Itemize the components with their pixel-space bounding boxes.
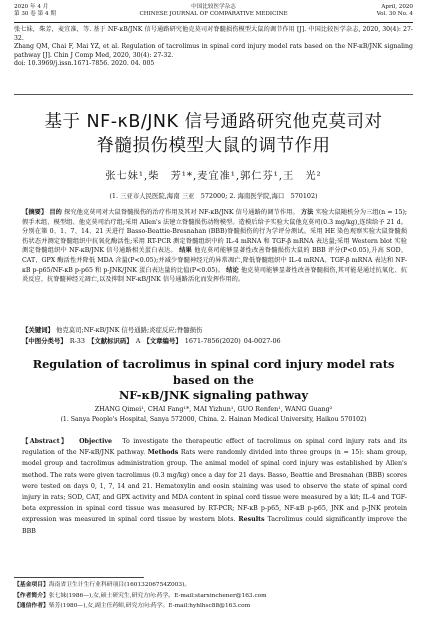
- citation-divider: [14, 94, 413, 95]
- methods-label-en: Methods: [147, 449, 179, 457]
- running-header: [14, 4, 413, 24]
- affiliation-cn: (1. 三亚市人民医院,海南 三亚 572000; 2. 海南医学院,海口 570102): [109, 192, 318, 200]
- article-title-en: [14, 357, 413, 404]
- author-bio-text: 张七妹(1986—),女,硕士研究生,研究方向:药学。E-mail:starxinchener@163.com: [48, 592, 267, 599]
- classification-cn: [22, 337, 407, 346]
- header-divider: [14, 22, 413, 23]
- objective-text-en: To investigate the therapeutic effect of tacrolimus on spinal cord injury rats and its regulation of the NF-κB/JNK pathway.: [22, 438, 407, 457]
- clc-value: R-33: [69, 337, 85, 345]
- fund-footnote: [14, 580, 413, 591]
- results-label-cn: 结果: [179, 247, 192, 255]
- header-journal-cn: 中国比较医学杂志: [191, 4, 236, 10]
- author-footnote: [14, 591, 413, 602]
- keywords-cn-label: 【关键词】: [22, 326, 54, 334]
- keywords-cn: [22, 326, 407, 335]
- article-no-value: 1671-7856(2020) 04-0027-06: [184, 337, 281, 345]
- clc-label: 【中图分类号】: [22, 337, 67, 345]
- citation-doi: doi: 10.3969/j.issn.1671-7856. 2020. 04. 005: [14, 60, 155, 68]
- footnote-divider: [14, 577, 144, 578]
- doc-code-label: 【文献标识码】: [87, 337, 133, 345]
- header-date-cn: 2020 年 4 月: [14, 4, 49, 10]
- citation-cn: 张七妹，柴芳，麦宜准，等. 基于 NF-κB/JNK 信号通路研究他克莫司对脊髓损伤模型大鼠的调节作用 [J]. 中国比较医学杂志, 2020, 30(4): 27-32.: [14, 26, 413, 42]
- abstract-en: [22, 436, 407, 537]
- title-cn-line1: 基于 NF-κB/JNK 信号通路研究他克莫司对: [44, 112, 383, 132]
- author-bio-label: 【作者简介】: [14, 592, 49, 599]
- article-title-cn: [14, 110, 413, 158]
- title-cn-line2: 脊髓损伤模型大鼠的调节作用: [96, 136, 331, 156]
- keywords-cn-text: 他克莫司;NF-κB/JNK 信号通路;炎症反应;脊髓损伤: [56, 326, 203, 334]
- affiliation-en: (1. Sanya People's Hospital, Sanya 572000, China. 2. Hainan Medical University, Haikou 570102): [60, 416, 367, 423]
- objective-text-cn: 探究他克莫司对大鼠脊髓损伤的治疗作用及其对 NF-κB/JNK 信号通路的调节作用。: [64, 209, 299, 216]
- citation-block: [14, 26, 413, 69]
- authors-cn: 张七妹¹,柴 芳¹*,麦宜准¹,郭仁芬¹,王 光²: [105, 171, 322, 182]
- methods-text-cn: 实验大鼠随机分为三组(n = 15);假手术组、模型组、他克莫司治疗组;采用 Allen's 法建立脊髓损伤动物模型。造模后给予实验大鼠他克莫司(0.3 mg/kg),连续给予 21 d。分别在第 0、1、7、14、21 天进行 Basso-Beattie-Bresnahan (BBB)脊髓损伤的行为学评分测试。采用 HE 染色观察实验大鼠脊髓损伤状态并测定脊髓组织中抗氧化酶活性;采用 RT-PCR 测定脊髓组织中的 IL-4 mRNA 和 TGF-β mRNA 表达量;采用 Western blot 实验测定脊髓组织中 NF-κB/JNK 信号通路相关蛋白表达。: [22, 209, 408, 255]
- corresponding-text: 柴芳(1980—),女,副主任药师,研究方向:药学。E-mail:hyhlhsc88@163.com: [48, 603, 251, 609]
- objective-label-cn: 目的: [49, 209, 62, 216]
- footnotes: [14, 580, 413, 612]
- header-center: [14, 4, 413, 18]
- objective-label-en: Objective: [79, 438, 113, 445]
- abstract-cn: [22, 208, 407, 285]
- header-volume-cn: 第 30 卷 第 4 期: [14, 11, 56, 17]
- title-en-line1: Regulation of tacrolimus in spinal cord injury model rats based on the: [32, 357, 395, 387]
- title-en-line2: NF-κB/JNK signaling pathway: [118, 388, 309, 402]
- results-text-cn: 他克莫司能够显著性改善脊髓损伤大鼠的 BBB 评分(P<0.05),升高 SOD、CAT、GPX 酶活性并降低 MDA 含量(P<0.05);并减少脊髓神经元的异常凋亡,降低脊髓组织中 IL-4 mRNA、TGF-β mRNA 表达和 NF-κB p-p65/NF-κB p-p65 和 p-JNK/JNK 蛋白表达量的比值(P<0.05)。: [22, 247, 408, 274]
- corresponding-label: 【通信作者】: [14, 603, 49, 609]
- header-journal-en: CHINESE JOURNAL OF COMPARATIVE MEDICINE: [139, 11, 288, 17]
- header-volume-en: Vol. 30 No. 4: [376, 11, 413, 17]
- corresponding-footnote: [14, 601, 413, 612]
- methods-text-en: Rats were randomly divided into three groups (n = 15): sham group, model group and tacrolimus administration group. The animal model of spinal cord injury was established by Allen's method. The rats were given tacrolimus (0.3 mg/kg) once a day for 21 days. Basso, Beattie and Bresnahan (BBB) scores were tested on days 0, 1, 7, 14 and 21. Hematoxylin and eosin staining was used to observe the state of spinal cord injury in rats; SOD, CAT, and GPX activity and MDA content in spinal cord tissue were measured by a kit; IL-4 and TGF-beta expression in spinal cord tissue was measured by RT-PCR; NF-κB p-p65, NF-κB p-p65, JNK and p-JNK protein expression was measured in spinal cord tissue by western blots.: [22, 449, 407, 524]
- authors-en: ZHANG Qimei¹, CHAI Fang¹*, MAI Yizhun¹, GUO Renfen¹, WANG Guang²: [94, 405, 333, 413]
- citation-en: Zhang QM, Chai F, Mai YZ, et al. Regulation of tacrolimus in spinal cord injury model rats based on the NF-κB/JNK signaling pathway [J]. Chin J Comp Med, 2020, 30(4): 27-32.: [14, 43, 413, 59]
- fund-text: 海南省卫生计生行业科研项目(16013206754Z003)。: [48, 582, 191, 588]
- header-right: [377, 4, 413, 18]
- results-label-en: Results: [238, 516, 265, 524]
- article-no-label: 【文章编号】: [143, 337, 182, 345]
- conclusion-label-cn: 结论: [226, 266, 239, 274]
- conclusion-text-cn: 他克莫司能够显著性改善脊髓损伤,其可能是通过抗氧化、抗炎反应、抗脊髓神经元凋亡,以及抑制 NF-κB/JNK 信号通路活化而发挥作用的。: [22, 266, 408, 284]
- fund-label: 【基金项目】: [14, 582, 49, 588]
- doc-code-value: A: [135, 337, 141, 345]
- methods-label-cn: 方法: [300, 209, 314, 216]
- results-text-en: Tacrolimus could significantly improve the BBB: [22, 516, 407, 535]
- abstract-en-label: 【Abstract】: [22, 438, 69, 445]
- header-date-en: April, 2020: [381, 4, 413, 10]
- abstract-cn-label: 【摘要】: [22, 209, 48, 216]
